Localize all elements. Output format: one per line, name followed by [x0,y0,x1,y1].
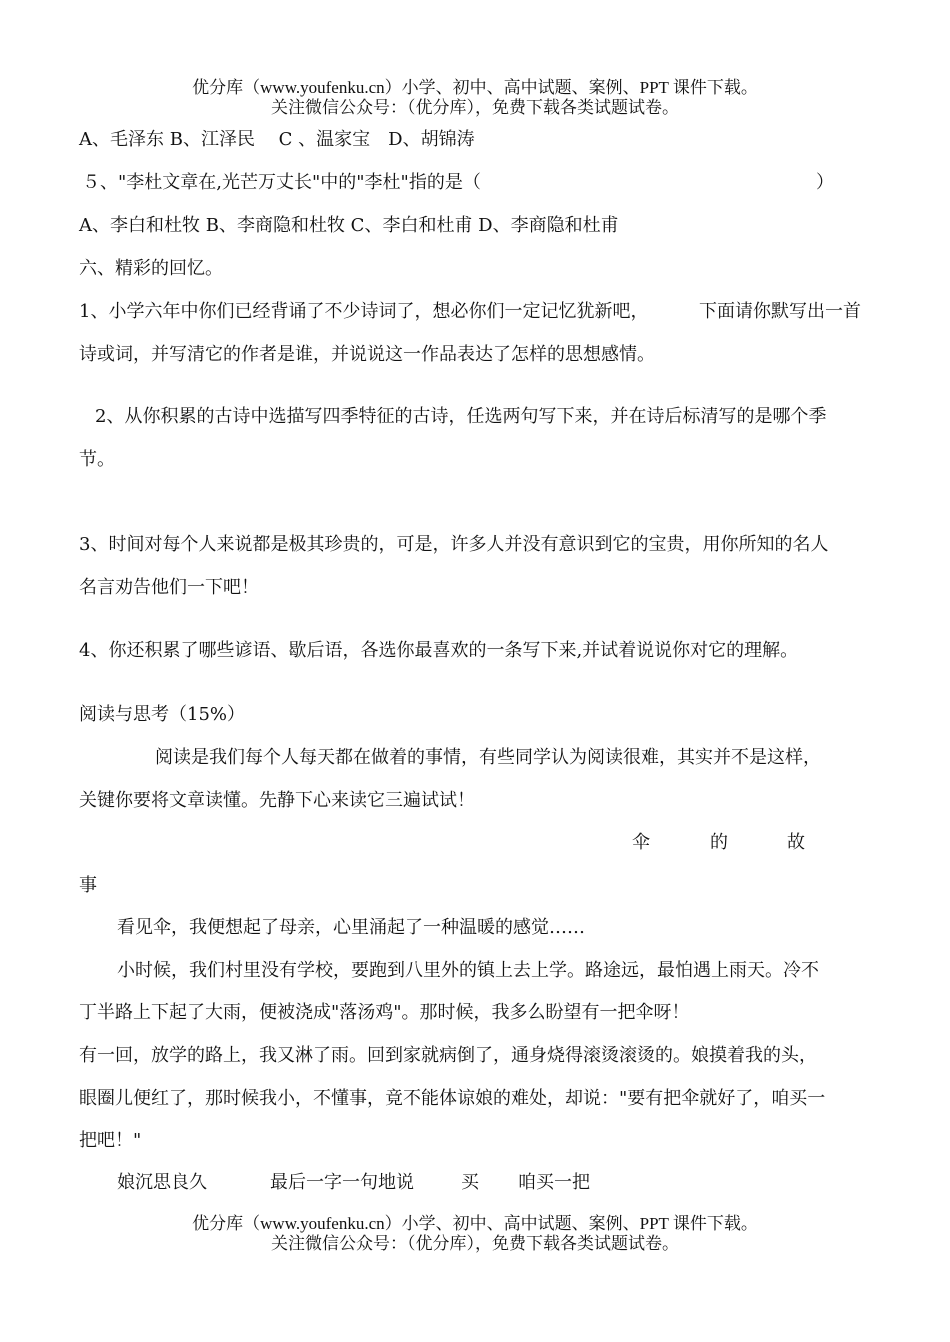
story-p4-part4: 咱买一把 [518,1172,590,1193]
q5-close-paren: ） [816,172,834,193]
section6-title: 六、精彩的回忆。 [79,258,223,279]
reading-intro-line1: 阅读是我们每个人每天都在做着的事情，有些同学认为阅读很难，其实并不是这样， [155,747,821,768]
story-title-char-1: 伞 [632,832,650,853]
story-title-char-3: 故 [787,832,805,853]
item3-line1: 3、时间对每个人来说都是极其珍贵的，可是，许多人并没有意识到它的宝贵，用你所知的名人 [79,534,829,555]
header-line-1: 优分库（www.youfenku.cn）小学、初中、高中试题、案例、PPT 课件下载。 [192,78,758,97]
item1-line1-b: 下面请你默写出一首 [699,301,861,322]
story-p2-line2: 丁半路上下起了大雨，便被浇成"落汤鸡"。那时候，我多么盼望有一把伞呀！ [79,1002,690,1023]
story-p3-line1: 有一回，放学的路上，我又淋了雨。回到家就病倒了，通身烧得滚烫滚烫的。娘摸着我的头， [79,1045,817,1066]
q5-stem: ５、"李杜文章在,光芒万丈长"中的"李杜"指的是（ [82,172,481,193]
q5-options: A、李白和杜牧 B、李商隐和杜牧 C、李白和杜甫 D、李商隐和杜甫 [79,215,619,236]
reading-title: 阅读与思考（15%） [79,704,246,725]
item2-line2: 节。 [79,449,115,470]
story-p2-line1: 小时候，我们村里没有学校，要跑到八里外的镇上去上学。路途远，最怕遇上雨天。冷不 [117,960,819,981]
item2-line1: 2、从你积累的古诗中选描写四季特征的古诗，任选两句写下来，并在诗后标清写的是哪个季 [95,406,827,427]
story-p3-line2: 眼圈儿便红了，那时候我小，不懂事，竟不能体谅娘的难处，却说："要有把伞就好了，咱买一 [79,1088,826,1109]
q4-options: A、毛泽东 B、江泽民 C 、温家宝 D、胡锦涛 [79,129,475,150]
item3-line2: 名言劝告他们一下吧！ [79,577,259,598]
story-p4-part1: 娘沉思良久 [117,1172,207,1193]
footer-line-1: 优分库（www.youfenku.cn）小学、初中、高中试题、案例、PPT 课件下载。 [192,1214,758,1233]
item4: 4、你还积累了哪些谚语、歇后语，各选你最喜欢的一条写下来,并试着说说你对它的理解。 [79,640,799,661]
story-p4-part2: 最后一字一句地说 [270,1172,414,1193]
story-p4-part3: 买 [461,1172,479,1193]
story-p3-line3: 把吧！" [79,1130,142,1151]
story-p1: 看见伞，我便想起了母亲，心里涌起了一种温暖的感觉…… [117,917,585,938]
header-line-2: 关注微信公众号：（优分库），免费下载各类试题试卷。 [271,98,679,117]
footer-line-2: 关注微信公众号：（优分库），免费下载各类试题试卷。 [271,1234,679,1253]
item1-line1-a: 1、小学六年中你们已经背诵了不少诗词了，想必你们一定记忆犹新吧， [79,301,649,322]
story-title-char-4: 事 [79,875,97,896]
story-title-char-2: 的 [710,832,728,853]
item1-line2: 诗或词，并写清它的作者是谁，并说说这一作品表达了怎样的思想感情。 [79,344,655,365]
reading-intro-line2: 关键你要将文章读懂。先静下心来读它三遍试试！ [79,790,475,811]
